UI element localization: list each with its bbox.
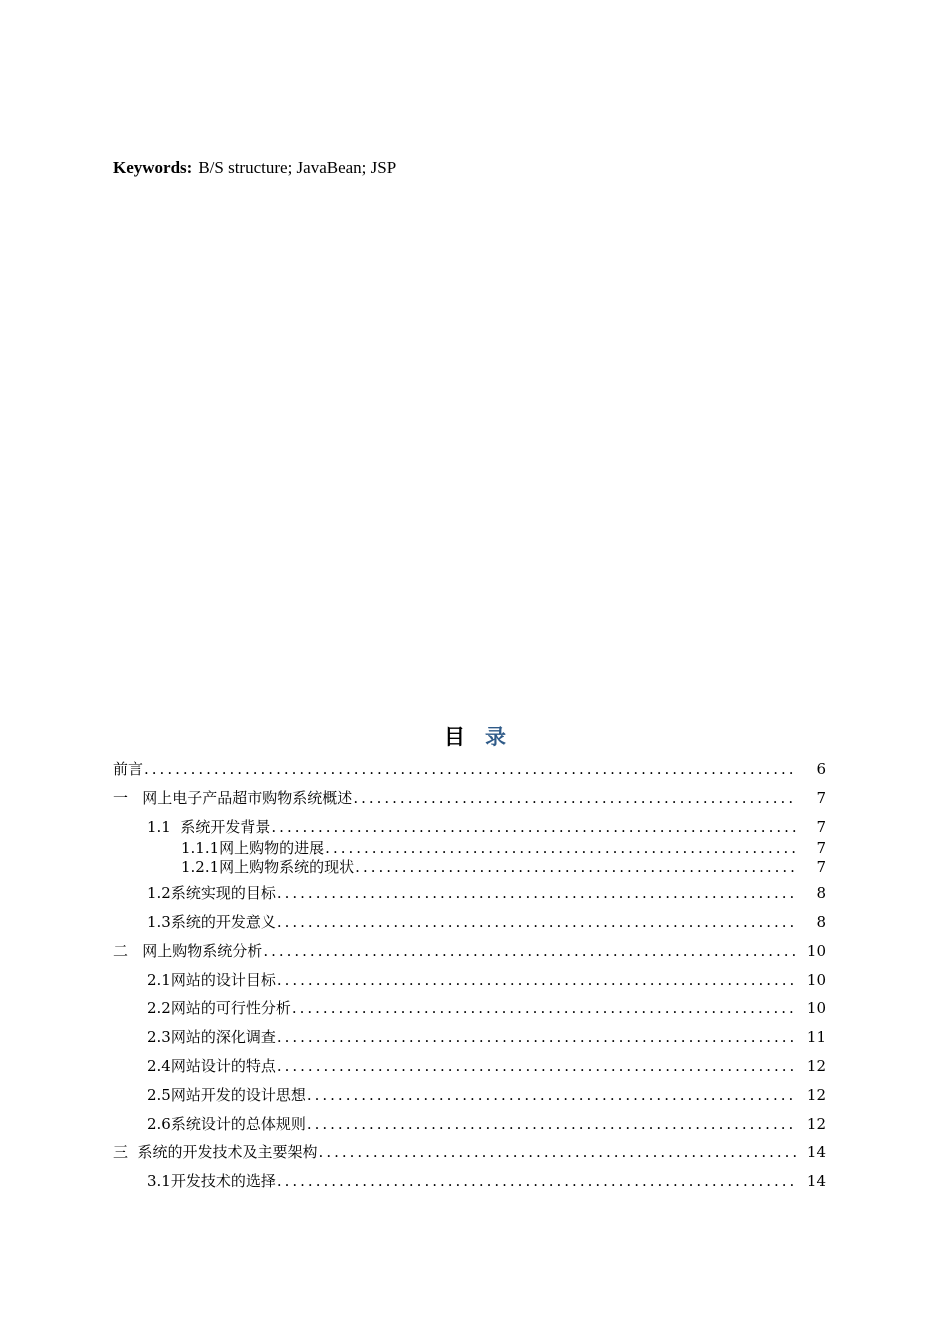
toc-entry-text: 一 网上电子产品超市购物系统概述: [113, 789, 353, 807]
toc-entry-text: 2.4网站设计的特点: [147, 1057, 276, 1075]
toc-entry[interactable]: [147, 1114, 826, 1134]
toc-leader-dots: [292, 998, 796, 1018]
toc-entry-page: 6: [816, 760, 826, 778]
toc-entry[interactable]: [181, 838, 826, 858]
toc-leader-dots: [319, 1142, 796, 1162]
toc-entry-page: 12: [806, 1115, 826, 1133]
toc-leader-dots: [277, 1171, 796, 1191]
toc-leader-dots: [355, 857, 796, 877]
toc-entry[interactable]: [113, 941, 826, 961]
toc-leader-dots: [277, 883, 796, 903]
toc-entry-page: 7: [816, 858, 826, 876]
keywords-label: Keywords:: [113, 158, 193, 177]
toc-entry-text: 1.2系统实现的目标: [147, 884, 276, 902]
toc-leader-dots: [277, 1027, 796, 1047]
toc-entry[interactable]: [147, 1056, 826, 1076]
toc-entry-page: 14: [806, 1172, 826, 1190]
toc-entry-page: 14: [806, 1143, 826, 1161]
toc-entry[interactable]: [147, 817, 826, 837]
toc-entry[interactable]: [147, 1027, 826, 1047]
toc-leader-dots: [271, 817, 796, 837]
toc-entry-text: 2.2网站的可行性分析: [147, 999, 291, 1017]
toc-entry-text: 2.5网站开发的设计思想: [147, 1086, 306, 1104]
toc-leader-dots: [263, 941, 796, 961]
toc-entry-page: 8: [816, 913, 826, 931]
toc-entry-text: 2.6系统设计的总体规则: [147, 1115, 306, 1133]
toc-entry-page: 11: [806, 1028, 826, 1046]
toc-leader-dots: [277, 1056, 796, 1076]
toc-title-part2: 录: [485, 725, 506, 749]
toc-entry-page: 10: [806, 942, 826, 960]
toc-entry[interactable]: [181, 857, 826, 877]
toc-entry[interactable]: [147, 998, 826, 1018]
toc-leader-dots: [353, 788, 796, 808]
toc-entry[interactable]: [113, 788, 826, 808]
toc-entry-page: 10: [806, 971, 826, 989]
toc-leader-dots: [277, 912, 796, 932]
toc-entry[interactable]: [147, 1171, 826, 1191]
toc-entry[interactable]: [113, 759, 826, 779]
toc-entry-text: 二 网上购物系统分析: [113, 942, 263, 960]
toc-entry[interactable]: [147, 883, 826, 903]
toc-entry[interactable]: [147, 970, 826, 990]
toc-entry-page: 12: [806, 1086, 826, 1104]
toc-title-part1: 目: [444, 725, 465, 749]
toc-entry-text: 2.3网站的深化调查: [147, 1028, 276, 1046]
toc-entry-page: 12: [806, 1057, 826, 1075]
toc-leader-dots: [307, 1114, 796, 1134]
toc-leader-dots: [307, 1085, 796, 1105]
toc-leader-dots: [277, 970, 796, 990]
toc-entry-text: 3.1开发技术的选择: [147, 1172, 276, 1190]
toc-entry-text: 1.2.1网上购物系统的现状: [181, 858, 355, 876]
keywords-value: B/S structure; JavaBean; JSP: [198, 158, 397, 177]
toc-entry-page: 7: [816, 789, 826, 807]
toc-entry[interactable]: [113, 1142, 826, 1162]
toc-entry-text: 2.1网站的设计目标: [147, 971, 276, 989]
toc-entry-text: 1.1.1网上购物的进展: [181, 839, 325, 857]
toc-entry-text: 1.3系统的开发意义: [147, 913, 276, 931]
toc-entry-page: 7: [816, 839, 826, 857]
toc-leader-dots: [144, 759, 796, 779]
toc-entry-text: 前言: [113, 760, 144, 778]
toc-entry[interactable]: [147, 1085, 826, 1105]
toc-leader-dots: [325, 838, 796, 858]
toc-entry[interactable]: [147, 912, 826, 932]
toc-entry-page: 8: [816, 884, 826, 902]
toc-entry-text: 1.1 系统开发背景: [147, 818, 271, 836]
toc-entry-page: 7: [816, 818, 826, 836]
toc-entry-page: 10: [806, 999, 826, 1017]
toc-entry-text: 三 系统的开发技术及主要架构: [113, 1143, 318, 1161]
